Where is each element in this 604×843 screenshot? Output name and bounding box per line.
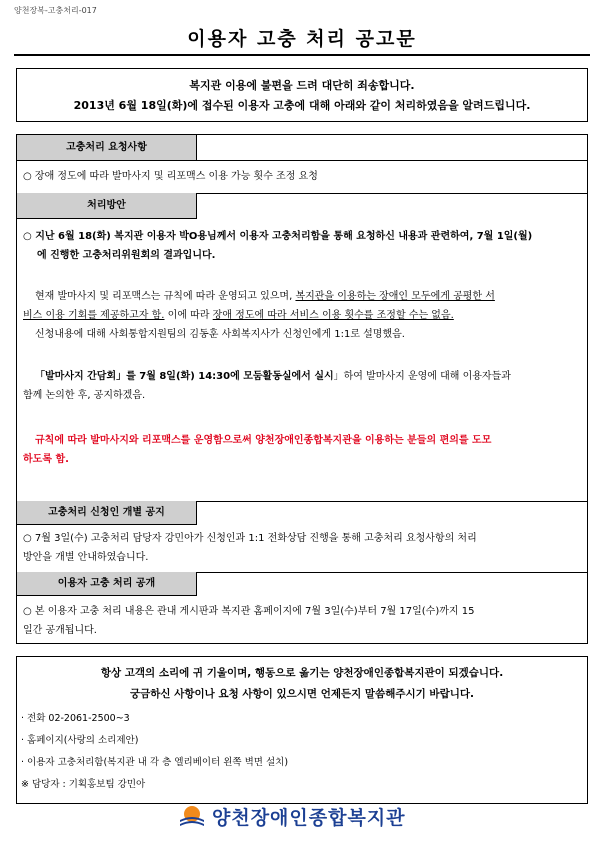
public-header: 이용자 고충 처리 공개	[17, 572, 197, 596]
logo-text: 양천장애인종합복지관	[212, 806, 406, 829]
footer-line-1: 항상 고객의 소리에 귀 기울이며, 행동으로 옮기는 양천장애인종합복지관이 되겠습니다.	[100, 667, 504, 679]
footer-item-phone: · 전화 02-2061-2500~3	[21, 713, 130, 724]
plan-p2-line2	[23, 306, 581, 325]
public-line-1: ○ 본 이용자 고충 처리 내용은 관내 게시판과 복지관 홈페이지에 7월 3일(수)부터 7월 17일(수)까지 15	[23, 606, 475, 617]
plan-p2-text: 이에 따라	[164, 310, 213, 321]
intro-line-2: 2013년 6월 18일(화)에 접수된 이용자 고충에 대해 아래와 같이 처리하였음을 알려드립니다.	[73, 99, 531, 112]
footer-box	[16, 656, 588, 804]
footer-item-homepage: · 홈페이지(사랑의 소리제안)	[21, 735, 139, 746]
intro-line-1: 복지관 이용에 불편을 드려 대단히 죄송합니다.	[189, 79, 415, 92]
plan-p2-underline: 장애 정도에 따라 서비스 이용 횟수를 조정할 수는 없음.	[212, 310, 454, 321]
footer-item-box: · 이용자 고충처리함(복지관 내 각 층 엘리베이터 왼쪽 벽면 설치)	[21, 757, 289, 768]
public-line-2: 일간 공개됩니다.	[23, 625, 97, 636]
plan-p3-line2: 함께 논의한 후, 공지하겠음.	[23, 390, 146, 401]
organization-logo	[178, 799, 428, 833]
plan-p1-line1: ○ 지난 6월 18(화) 복지관 이용자 박O용님께서 이용자 고충처리함을 통해 요청하신 내용과 관련하여, 7월 1일(월)	[23, 231, 533, 242]
plan-p2-text: 현재 발마사지 및 리포맥스는 규칙에 따라 운영되고 있으며,	[35, 291, 296, 302]
plan-p2-underline: 비스 이용 기회를 제공하고자 함.	[23, 310, 165, 321]
title-divider	[14, 54, 590, 56]
plan-header: 처리방안	[17, 193, 197, 219]
footer-item-contact: ※ 담당자 : 기획홍보팀 강민아	[21, 779, 146, 790]
notice-header: 고충처리 신청인 개별 공지	[17, 501, 197, 525]
plan-p3-text: 」하여 발마사지 운영에 대해 이용자들과	[333, 371, 511, 382]
document-number: 양천장복-고충처리-017	[14, 6, 97, 15]
main-box	[16, 134, 588, 644]
plan-p3-bold: 「발마사지 간담회」를 7월 8일(화) 14:30에 모둠활동실에서 실시	[35, 371, 334, 382]
request-text: ○ 장애 정도에 따라 발마사지 및 리포맥스 이용 가능 횟수 조정 요청	[23, 171, 318, 182]
plan-p4-line2: 하도록 함.	[23, 454, 69, 465]
footer-line-2: 궁금하신 사항이나 요청 사항이 있으시면 언제든지 말씀해주시기 바랍니다.	[129, 688, 474, 700]
request-header: 고충처리 요청사항	[17, 135, 197, 161]
plan-p1-line2: 에 진행한 고충처리위원회의 결과입니다.	[37, 250, 216, 261]
intro-box	[16, 68, 588, 122]
page-title: 이용자 고충 처리 공고문	[187, 28, 417, 50]
notice-line-1: ○ 7월 3일(수) 고충처리 담당자 강민아가 신청인과 1:1 전화상담 진행을 통해 고충처리 요청사항의 처리	[23, 533, 477, 544]
plan-p2-underline: 복지관을 이용하는 장애인 모두에게 공평한 서	[295, 291, 495, 302]
plan-p2-line1	[35, 287, 581, 306]
plan-p3-line1	[35, 367, 581, 386]
plan-p4-line1: 규칙에 따라 발마사지와 리포맥스를 운영함으로써 양천장애인종합복지관을 이용하는 분들의 편의를 도모	[35, 435, 492, 446]
logo-emblem-icon	[178, 802, 206, 830]
divider	[17, 160, 587, 161]
plan-p2-line3: 신청내용에 대해 사회통합지원팀의 김동훈 사회복지사가 신청인에게 1:1로 설명했음.	[35, 329, 405, 340]
notice-line-2: 방안을 개별 안내하였습니다.	[23, 552, 149, 563]
